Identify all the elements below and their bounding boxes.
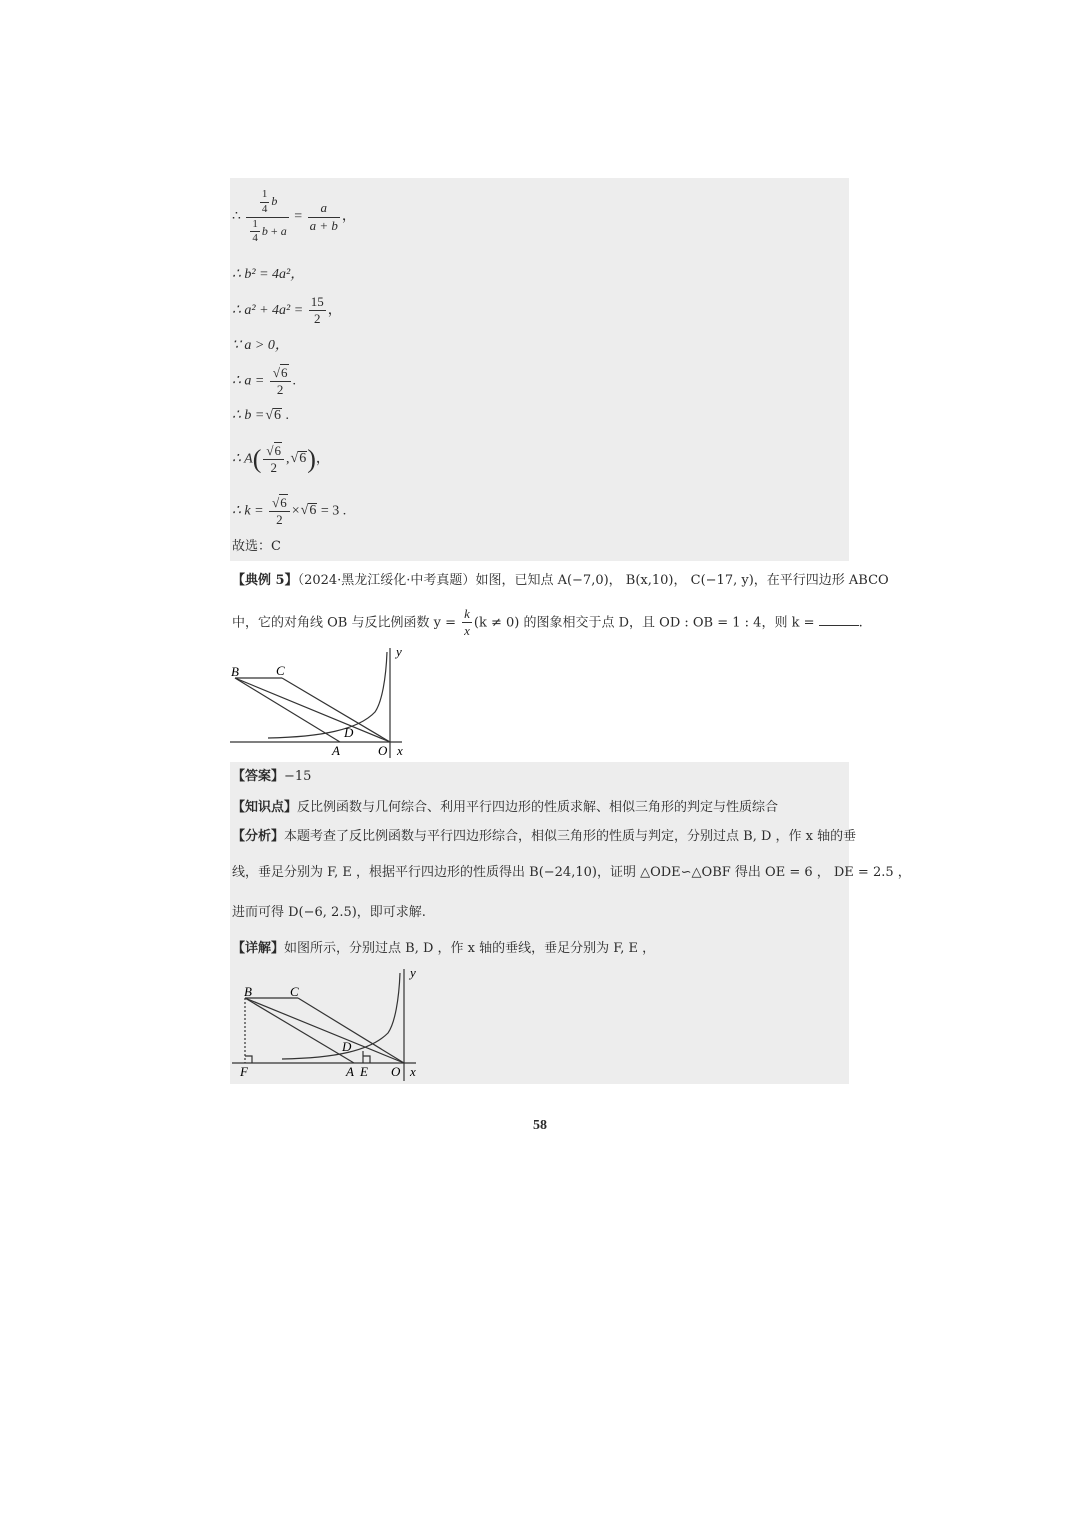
label-d: D xyxy=(342,1039,352,1054)
hyperbola-curve xyxy=(268,652,387,738)
solution-step-6: ∴ b =√6 . xyxy=(232,408,290,423)
segment-bo xyxy=(235,678,390,742)
solution-step-3: ∴ a² + 4a² = $\frac{15}{2}$ ， xyxy=(232,294,342,327)
page-number: 58 xyxy=(533,1118,547,1133)
analysis-line-1: 【分析】本题考查了反比例函数与平行四边形综合，相似三角形的性质与判定，分别过点 B, D ，作 x 轴的垂 xyxy=(232,829,857,844)
label-e: E xyxy=(360,1064,368,1079)
label-a: A xyxy=(346,1064,354,1079)
figure-1 xyxy=(230,642,410,760)
knowledge-line: 【知识点】反比例函数与几何综合、利用平行四边形的性质求解、相似三角形的判定与性质综合 xyxy=(232,800,779,815)
solution-step-7: ∴ A( $\frac{√6}{2}$ ,√6)， xyxy=(232,443,330,476)
right-angle-f xyxy=(245,1056,252,1063)
label-b: B xyxy=(244,984,252,999)
label-c: C xyxy=(290,984,299,999)
solution-step-1: ∴ $\frac{1}{4}$ b $\frac{1}{4}$ b + a = $\frac{a}{a + b}$ ， xyxy=(232,188,356,245)
analysis-line-3: 进而可得 D(−6, 2.5)，即可求解. xyxy=(232,905,426,920)
label-a: A xyxy=(332,743,340,758)
segment-co xyxy=(282,678,390,742)
label-d: D xyxy=(344,725,354,740)
label-b: B xyxy=(231,664,239,679)
label-o: O xyxy=(391,1064,401,1079)
figure-2 xyxy=(230,963,424,1083)
label-x: x xyxy=(410,1064,416,1079)
hyperbola-curve xyxy=(282,973,400,1059)
label-c: C xyxy=(276,663,285,678)
right-angle-e xyxy=(363,1056,370,1063)
label-f: F xyxy=(240,1064,248,1079)
segment-ba xyxy=(235,678,340,742)
label-o: O xyxy=(378,743,388,758)
segment-bo xyxy=(245,998,404,1063)
example-line-1: 【典例 5】（2024·黑龙江绥化·中考真题）如图，已知点 A(−7,0)， B(x,10)， C(−17, y)，在平行四边形 ABCO xyxy=(232,573,889,588)
answer-blank xyxy=(819,625,859,626)
analysis-line-2: 线，垂足分别为 F, E ，根据平行四边形的性质得出 B(−24,10)，证明 △ODE∽△OBF 得出 OE = 6 ， DE = 2.5 ， xyxy=(232,865,911,880)
solution-step-5: ∴ a = $\frac{√6}{2}$ . xyxy=(232,365,296,398)
answer-line: 【答案】−15 xyxy=(232,769,312,784)
label-x: x xyxy=(397,743,403,758)
solution-step-2: ∴ b² = 4a²， xyxy=(232,267,305,282)
label-y: y xyxy=(410,965,416,980)
segment-ba xyxy=(245,998,354,1063)
solution-choice: 故选：C xyxy=(232,539,281,554)
example-line-2: 中，它的对角线 OB 与反比例函数 y = $\frac{k}{x}$ (k ≠ 0) 的图象相交于点 D，且 OD : OB = 1 : 4，则 k = . xyxy=(232,606,863,639)
solution-step-8: ∴ k = $\frac{√6}{2}$ ×√6 = 3 . xyxy=(232,495,347,528)
label-y: y xyxy=(396,644,402,659)
solution-step-4: ∵ a > 0， xyxy=(232,338,289,353)
detail-line: 【详解】如图所示，分别过点 B, D ，作 x 轴的垂线，垂足分别为 F, E ， xyxy=(232,941,656,956)
